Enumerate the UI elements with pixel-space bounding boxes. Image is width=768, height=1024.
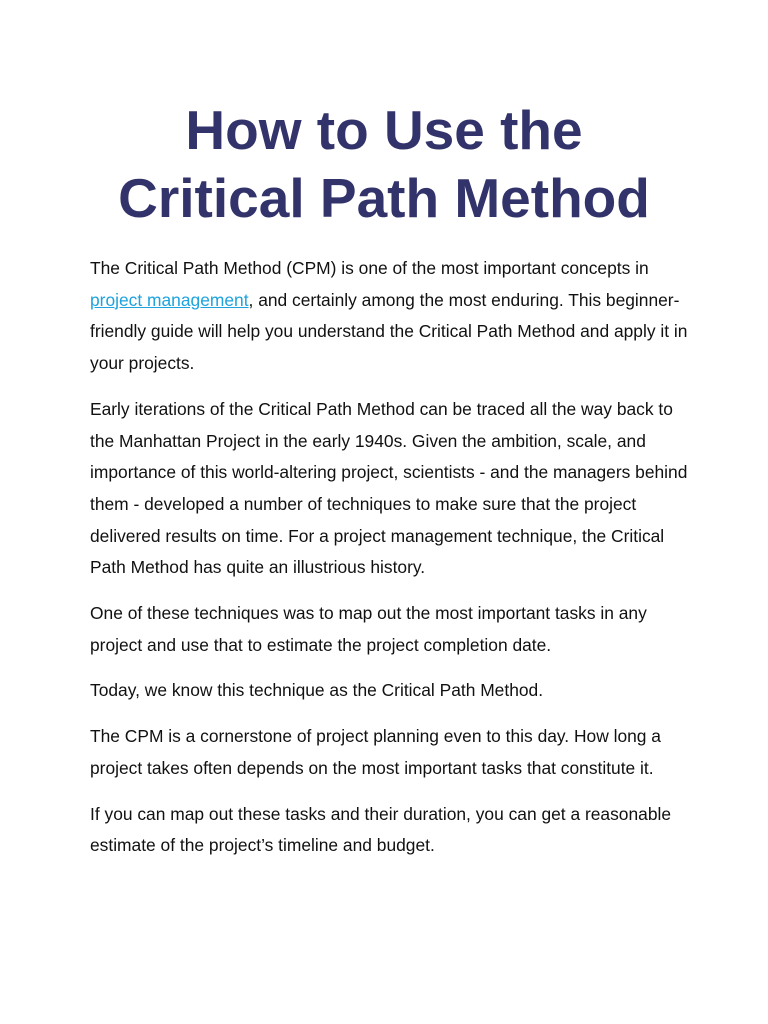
paragraph-cornerstone: The CPM is a cornerstone of project planning even to this day. How long a project takes often depends on the most important tasks that constitute it. <box>90 726 661 778</box>
paragraph-intro-before: The Critical Path Method (CPM) is one of the most important concepts in <box>90 258 649 278</box>
paragraph-history: Early iterations of the Critical Path Method can be traced all the way back to the Manhattan Project in the early 1940s. Given the ambition, scale, and importance of this world-altering project, scientists - and the managers behind them - developed a number of techniques to make sure that the project delivered results on time. For a project management technique, the Critical Path Method has quite an illustrious history. <box>90 398 688 578</box>
paragraph-intro-after: , and certainly among the most enduring. This beginner-friendly guide will help you understand the Critical Path Method and apply it in your projects. <box>90 289 688 374</box>
paragraph-intro <box>90 253 690 380</box>
title-line-1: How to Use the <box>185 99 583 161</box>
paragraph-estimate: If you can map out these tasks and their duration, you can get a reasonable estimate of the project’s timeline and budget. <box>90 803 672 856</box>
article-body <box>90 253 690 876</box>
paragraph-today: Today, we know this technique as the Critical Path Method. <box>90 680 544 701</box>
paragraph-techniques: One of these techniques was to map out the most important tasks in any project and use that to estimate the project completion date. <box>90 603 647 655</box>
page-title <box>0 96 768 232</box>
title-line-2: Critical Path Method <box>118 167 650 229</box>
project-management-link[interactable]: project management <box>90 289 249 310</box>
